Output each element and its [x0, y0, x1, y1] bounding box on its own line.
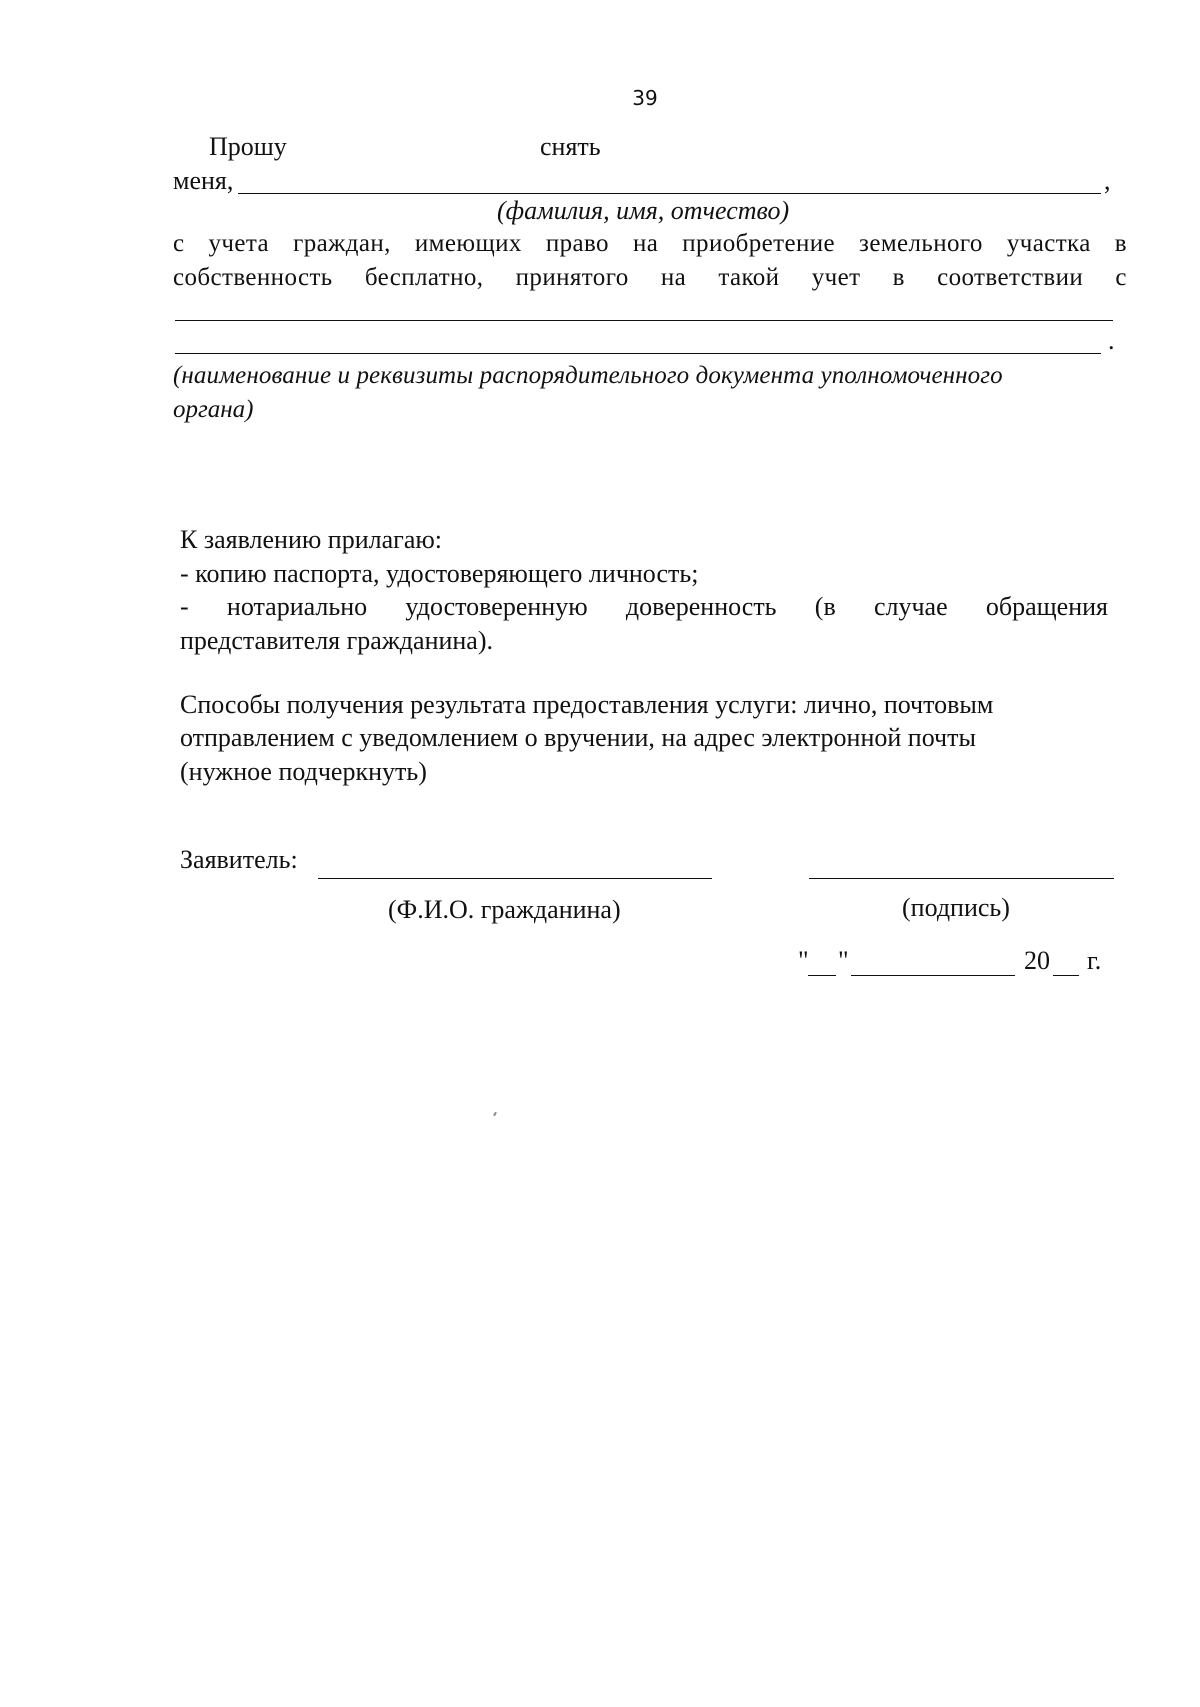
applicant-signature-line[interactable]: [809, 878, 1114, 879]
request-line-2: собственность бесплатно, принятого на такой учет в соответствии с: [173, 264, 1127, 291]
request-word-snyat: снять: [540, 132, 601, 161]
delivery-line-3: (нужное подчеркнуть): [180, 757, 427, 786]
scan-speck: [493, 1112, 497, 1116]
me-prefix: меня,: [173, 166, 234, 195]
page-number: 39: [632, 86, 658, 110]
attachment-item-power-of-attorney: - нотариально удостоверенную доверенность (в случае обращения: [180, 592, 1108, 621]
fio-caption: (фамилия, имя, отчество): [497, 196, 790, 225]
date-month-line[interactable]: [851, 975, 1015, 976]
document-caption-line-2: органа): [173, 396, 254, 423]
date-day-line[interactable]: [808, 975, 836, 976]
delivery-line-1: Способы получения результата предоставления услуги: лично, почтовым: [180, 690, 994, 719]
date-quote-close: ": [838, 946, 849, 975]
attachment-item-power-of-attorney-cont: представителя гражданина).: [180, 626, 494, 655]
date-year-suffix: г.: [1087, 946, 1102, 975]
fio-fill-line[interactable]: [238, 193, 1101, 194]
request-word-proshu: Прошу: [209, 132, 287, 161]
document-fill-line-1[interactable]: [175, 320, 1113, 321]
applicant-fio-caption: (Ф.И.О. гражданина): [388, 895, 621, 924]
applicant-fio-line[interactable]: [318, 878, 712, 879]
fio-comma: ,: [1104, 166, 1111, 195]
document-caption-line-1: (наименование и реквизиты распорядительного документа уполномоченного: [173, 362, 1003, 389]
document-fill-line-2[interactable]: [175, 353, 1101, 354]
applicant-label: Заявитель:: [180, 845, 298, 874]
applicant-signature-caption: (подпись): [902, 893, 1010, 922]
request-line-1: с учета граждан, имеющих право на приобретение земельного участка в: [173, 230, 1127, 257]
attachments-heading: К заявлению прилагаю:: [180, 525, 443, 554]
document-period: .: [1108, 326, 1115, 355]
delivery-line-2: отправлением с уведомлением о вручении, на адрес электронной почты: [180, 723, 976, 752]
attachment-item-passport: - копию паспорта, удостоверяющего личность;: [180, 559, 699, 588]
date-year-line[interactable]: [1053, 975, 1079, 976]
date-year-prefix: 20: [1024, 946, 1050, 975]
date-quote-open: ": [798, 946, 809, 975]
